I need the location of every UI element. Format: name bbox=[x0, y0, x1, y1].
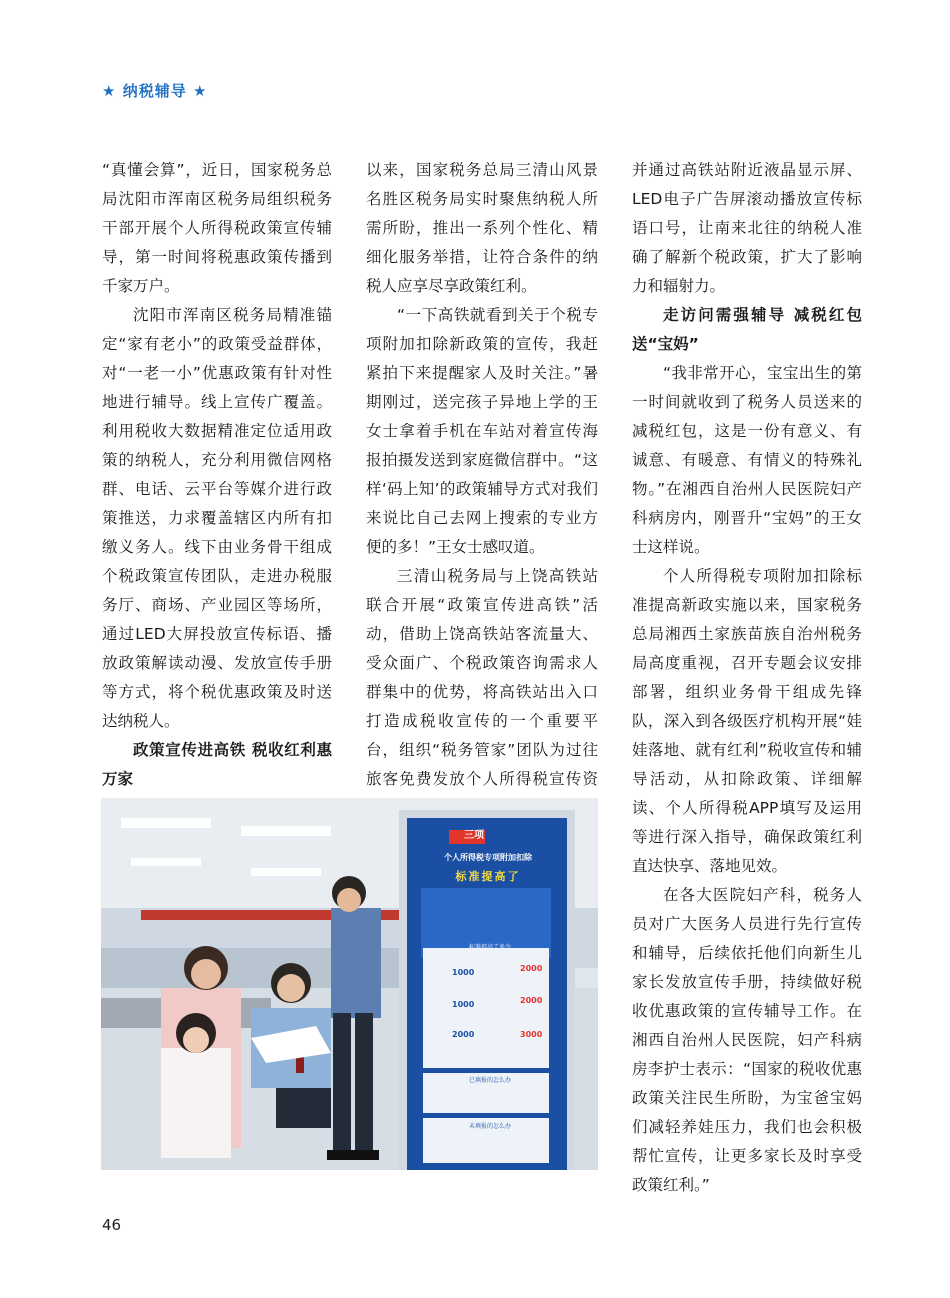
paragraph: “真懂会算”，近日，国家税务总局沈阳市浑南区税务局组织税务干部开展个人所得税政策宣传辅导，第一时间将税惠政策传播到千家万户。 bbox=[102, 161, 332, 295]
paragraph: 并通过高铁站附近液晶显示屏、LED电子广告屏滚动播放宣传标语口号，让南来北往的纳税人准确了解新个税政策，扩大了影响力和辐射力。 bbox=[632, 161, 862, 295]
article-column-1 bbox=[102, 156, 332, 823]
section-header bbox=[102, 80, 207, 101]
star-icon: ★ bbox=[192, 82, 208, 100]
paragraph: “我非常开心，宝宝出生的第一时间就收到了税务人员送来的减税红包，这是一份有意义、有诚意、有暖意、有情义的特殊礼物。”在湘西自治州人民医院妇产科病房内，刚晋升“宝妈”的王女士这样说。 bbox=[632, 364, 862, 556]
section-title: 纳税辅导 bbox=[122, 82, 187, 100]
poster-badge: 三项 bbox=[464, 830, 484, 841]
poster-value: 1000 bbox=[452, 1000, 475, 1009]
paragraph: 在各大医院妇产科，税务人员对广大医务人员进行先行宣传和辅导，后续依托他们向新生儿家长发放宣传手册，持续做好税收优惠政策的宣传辅导工作。在湘西自治州人民医院，妇产科病房李护士表示：“国家的税收优惠政策关注民生所盼，为宝爸宝妈们减轻养娃压力，我们也会积极帮忙宣传，让更多家长及时享受政策红利。” bbox=[632, 886, 862, 1194]
poster-section-label: 已填报的怎么办 bbox=[468, 1077, 511, 1084]
article-column-2 bbox=[366, 156, 598, 823]
poster-value: 1000 bbox=[452, 968, 475, 977]
page-number: 46 bbox=[102, 1216, 122, 1234]
article-column-3 bbox=[632, 156, 862, 1200]
paragraph: 个人所得税专项附加扣除标准提高新政实施以来，国家税务总局湘西土家族苗族自治州税务局高度重视，召开专题会议安排部署，组织业务骨干组成先锋队，深入到各级医疗机构开展“娃娃落地、就有红利”税收宣传和辅导活动，从扣除政策、详细解读、个人所得税APP填写及运用等进行深入指导，确保政策红利直达快享、落地见效。 bbox=[632, 567, 862, 875]
subheading: 走访问需强辅导 减税红包送“宝妈” bbox=[632, 306, 862, 353]
poster-value: 2000 bbox=[520, 996, 543, 1005]
paragraph: “一下高铁就看到关于个税专项附加扣除新政策的宣传，我赶紧拍下来提醒家人及时关注。”暑期刚过，送完孩子异地上学的王女士拿着手机在车站对着宣传海报拍摄发送到家庭微信群中。“这样‘码上知’的政策辅导方式对我们来说比自己去网上搜索的专业方便的多！”王女士感叹道。 bbox=[366, 306, 598, 556]
poster-subtitle: 标准提高了 bbox=[455, 870, 521, 883]
poster-value: 2000 bbox=[520, 964, 543, 973]
poster-value: 2000 bbox=[452, 1030, 475, 1039]
paragraph: 沈阳市浑南区税务局精准锚定“家有老小”的政策受益群体，对“一老一小”优惠政策有针对性地进行辅导。线上宣传广覆盖。利用税收大数据精准定位适用政策的纳税人，充分利用微信网格群、电话、云平台等媒介进行政策推送，力求覆盖辖区内所有扣缴义务人。线下由业务骨干组成个税政策宣传团队，走进办税服务厅、商场、产业园区等场所，通过LED大屏投放宣传标语、播放政策解读动漫、发放宣传手册等方式，将个税优惠政策及时送达纳税人。 bbox=[102, 306, 332, 730]
poster-value: 3000 bbox=[520, 1030, 543, 1039]
star-icon: ★ bbox=[102, 82, 117, 100]
paragraph: 以来，国家税务总局三清山风景名胜区税务局实时聚焦纳税人所需所盼，推出一系列个性化、精细化服务举措，让符合条件的纳税人应享尽享政策红利。 bbox=[366, 161, 598, 295]
subheading: 政策宣传进高铁 税收红利惠万家 bbox=[102, 741, 332, 788]
poster-title: 个人所得税专项附加扣除 bbox=[444, 853, 532, 862]
poster-section-label: 未填报的怎么办 bbox=[468, 1123, 511, 1130]
poster-section-label: 标准提高了多少 bbox=[468, 944, 511, 951]
paragraph: 三清山税务局与上饶高铁站联合开展“政策宣传进高铁”活动，借助上饶高铁站客流量大、受众面广、个税政策咨询需求人群集中的优势，将高铁站出入口打造成税收宣传的一个重要平台，组织“税务管家”团队为过往旅客免费发放个人所得税宣传资 bbox=[366, 567, 598, 788]
